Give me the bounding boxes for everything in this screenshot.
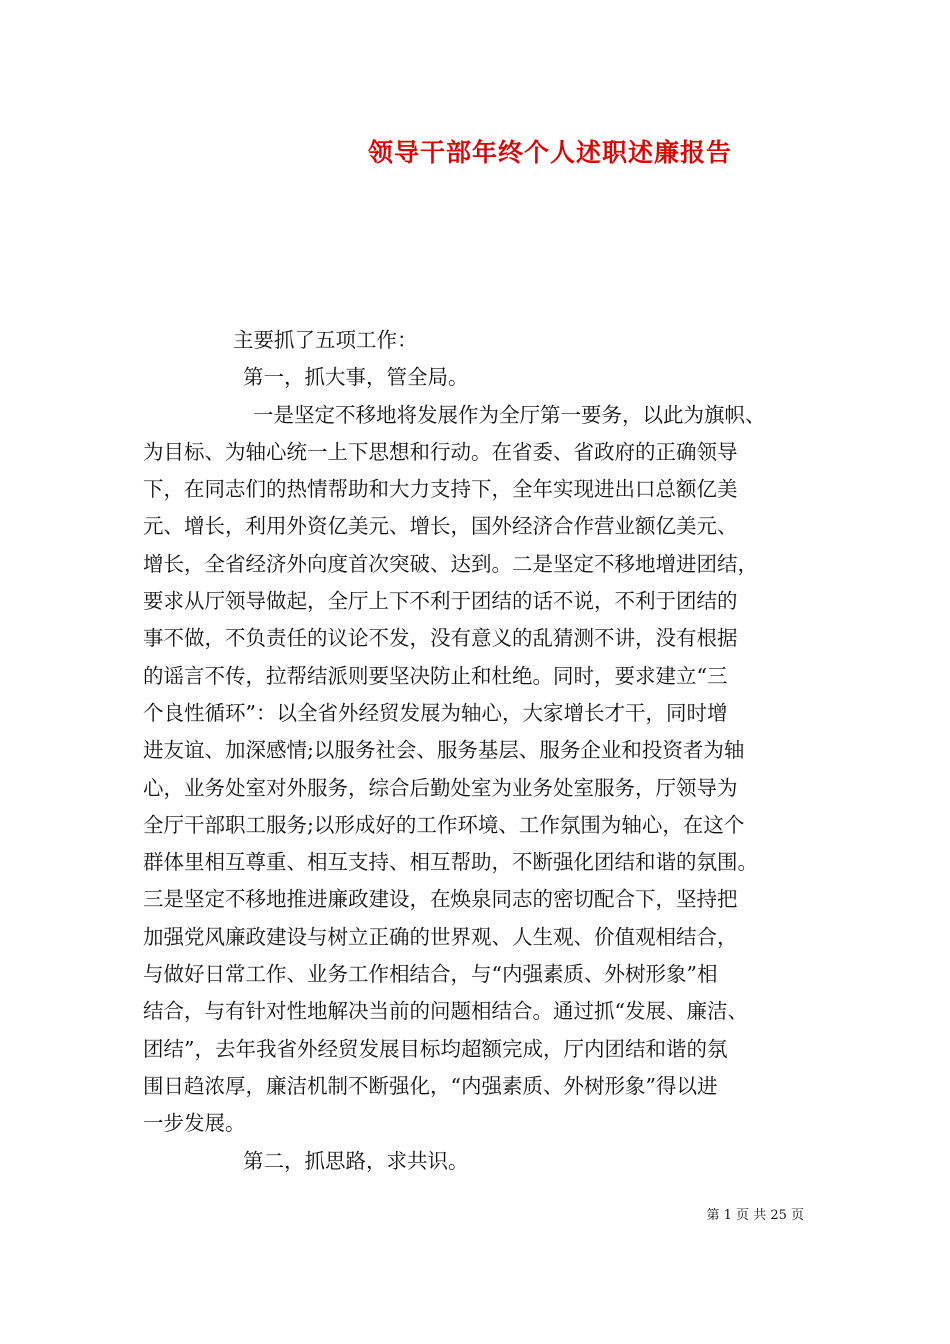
text-line: 围日趋浓厚，廉洁机制不断强化，“内强素质、外树形象”得以进 — [143, 1073, 718, 1098]
document-body — [143, 322, 829, 1180]
text-line: 进友谊、加深感情;以服务社会、服务基层、服务企业和投资者为轴 — [143, 738, 745, 763]
text-line: 增长，全省经济外向度首次突破、达到。二是坚定不移地增进团结， — [143, 551, 758, 576]
text-line: 群体里相互尊重、相互支持、相互帮助，不断强化团结和谐的氛围。 — [143, 850, 758, 875]
text-line: 心，业务处室对外服务，综合后勤处室为业务处室服务，厅领导为 — [143, 775, 738, 800]
section-heading: 第一，抓大事，管全局。 — [243, 365, 469, 390]
text-line: 主要抓了五项工作： — [233, 328, 418, 352]
text-line: 三是坚定不移地推进廉政建设，在焕泉同志的密切配合下，坚持把 — [143, 887, 738, 912]
text-line: 的谣言不传，拉帮结派则要坚决防止和杜绝。同时，要求建立“三 — [143, 663, 728, 688]
text-line: 加强党风廉政建设与树立正确的世界观、人生观、价值观相结合， — [143, 924, 738, 949]
page-number: 第 1 页 共 25 页 — [706, 1208, 804, 1223]
text-line: 团结”，去年我省外经贸发展目标均超额完成，厅内团结和谐的氛 — [143, 1036, 728, 1061]
text-line: 下，在同志们的热情帮助和大力支持下，全年实现进出口总额亿美 — [143, 477, 738, 502]
document-title: 领导干部年终个人述职述廉报告 — [367, 138, 732, 167]
text-line: 一是坚定不移地将发展作为全厅第一要务，以此为旗帜、 — [253, 402, 766, 427]
text-line: 结合，与有针对性地解决当前的问题相结合。通过抓“发展、廉洁、 — [143, 999, 748, 1024]
text-line: 元、增长，利用外资亿美元、增长，国外经济合作营业额亿美元、 — [143, 514, 738, 539]
text-line: 一步发展。 — [143, 1111, 246, 1136]
text-line: 全厅干部职工服务;以形成好的工作环境、工作氛围为轴心，在这个 — [143, 812, 745, 837]
section-heading: 第二，抓思路，求共识。 — [243, 1148, 469, 1173]
text-line: 事不做，不负责任的议论不发，没有意义的乱猜测不讲，没有根据 — [143, 626, 738, 651]
text-line: 为目标、为轴心统一上下思想和行动。在省委、省政府的正确领导 — [143, 439, 738, 464]
text-line: 个良性循环”：以全省外经贸发展为轴心，大家增长才干，同时增 — [143, 700, 728, 725]
text-line: 要求从厅领导做起，全厅上下不利于团结的话不说，不利于团结的 — [143, 589, 738, 614]
text-line: 与做好日常工作、业务工作相结合，与“内强素质、外树形象”相 — [143, 962, 718, 987]
